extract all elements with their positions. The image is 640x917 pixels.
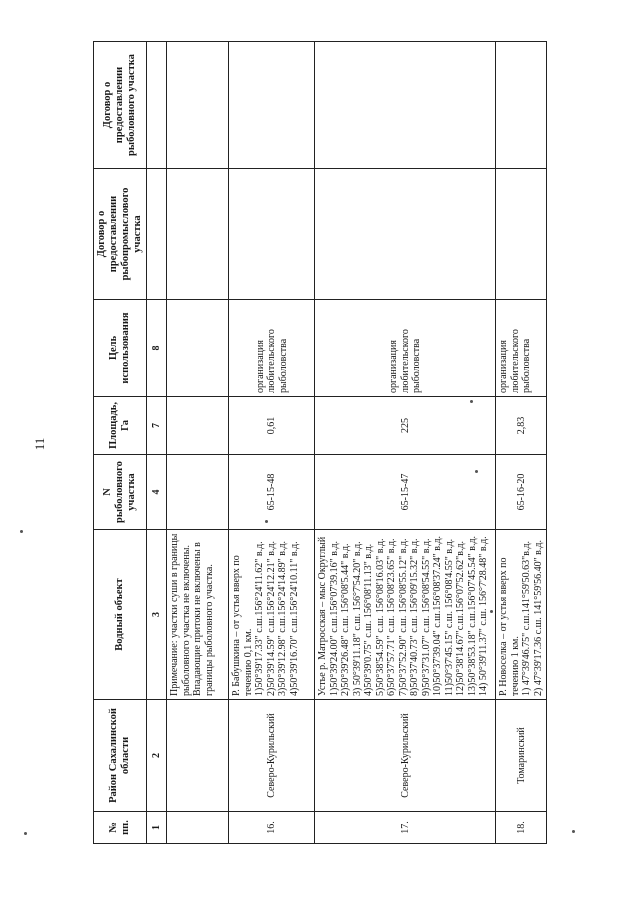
note-cell bbox=[167, 300, 229, 397]
col-index: 3 bbox=[147, 530, 167, 700]
district-cell: Томаринский bbox=[496, 700, 547, 812]
water-line: 12)50°38'14.67"с.ш.156°07'52.62"в.д. bbox=[455, 540, 467, 696]
purpose-cell: организация любительского рыболовства bbox=[229, 300, 315, 397]
water-line: 5)50°38'54.59" с.ш. 156°08'16.03" в.д. bbox=[374, 538, 386, 696]
header-water-object: Водный объект bbox=[94, 530, 147, 700]
water-line: 7)50°37'52.90" с.ш. 156°08'55.12" в.д. bbox=[397, 538, 409, 696]
purpose-cell: организация любительского рыболовства bbox=[315, 300, 496, 397]
contract-fishery-cell bbox=[496, 169, 547, 300]
contract-plot-cell bbox=[496, 42, 547, 169]
row-num: 18. bbox=[496, 812, 547, 844]
col-index: 2 bbox=[147, 700, 167, 812]
water-line: 4)50°39'0.75" с.ш. 156°08'11.13" в.д. bbox=[363, 543, 375, 696]
col-index: 4 bbox=[147, 455, 167, 530]
fishing-plots-table bbox=[93, 41, 547, 844]
contract-fishery-cell bbox=[229, 169, 315, 300]
water-object-cell bbox=[315, 530, 496, 700]
water-line: Р. Новоселка – от устья вверх по bbox=[498, 557, 510, 696]
note-cell bbox=[167, 397, 229, 455]
water-line: 13)50°38'53.18" с.ш.156°07'45.54" в.д. bbox=[466, 535, 478, 696]
water-line: 2)50°39'26.48" с.ш. 156°08'5.44" в.д. bbox=[340, 543, 352, 696]
water-line: Устье р. Матросская – мыс Округлый bbox=[317, 536, 329, 696]
water-line: 6)50°37'57.71" с.ш. 156°08'23.65" в.д. bbox=[386, 538, 398, 696]
header-purpose: Цель использования bbox=[94, 300, 147, 397]
col-index bbox=[147, 42, 167, 169]
table-row bbox=[496, 42, 547, 844]
page-number: 11 bbox=[32, 437, 47, 451]
header-row bbox=[94, 42, 147, 844]
area-cell: 2,83 bbox=[496, 397, 547, 455]
water-line: 9)50°37'31.07" с.ш. 156°08'54.55" в.д. bbox=[420, 538, 432, 696]
water-line: Р. Бабушкина – от устья вверх по bbox=[231, 555, 243, 696]
water-line: 3) 50°39'11.18" с.ш. 156°7'54.20" в.д. bbox=[351, 541, 363, 696]
water-line: 10)50°37'39.04" с.ш.156°08'37.24" в.д. bbox=[432, 535, 444, 696]
area-cell: 225 bbox=[315, 397, 496, 455]
water-line: 3)50°39'12.98" с.ш.156°24'14.89" в.д. bbox=[277, 540, 289, 696]
water-line: 2) 47°39'17.36 с.ш. 141°59'56.40" в.д. bbox=[532, 540, 544, 696]
plot-number-cell: 65-16-20 bbox=[496, 455, 547, 530]
note-text: Примечание: участки суши в границы рыболовного участка не включены. Впадающие притоки не включены в границы рыболовного участка. bbox=[167, 530, 229, 700]
row-num: 17. bbox=[315, 812, 496, 844]
area-cell: 0,61 bbox=[229, 397, 315, 455]
contract-fishery-cell bbox=[315, 169, 496, 300]
note-row bbox=[167, 42, 229, 844]
purpose-cell: организация любительского рыболовства bbox=[496, 300, 547, 397]
note-cell bbox=[167, 42, 229, 169]
water-line: 1) 47°39'46.75" с.ш.141°59'50.63"в.д. bbox=[521, 540, 533, 696]
rotated-table-container bbox=[93, 42, 544, 844]
note-cell bbox=[167, 455, 229, 530]
header-district: Район Сахалинской области bbox=[94, 700, 147, 812]
water-line: 8)50°37'40.73" с.ш. 156°09'15.32" в.д. bbox=[409, 538, 421, 696]
district-cell: Северо-Курильский bbox=[229, 700, 315, 812]
col-index: 8 bbox=[147, 300, 167, 397]
water-line: 2)50°39'14.59" с.ш.156°24'12.21" в.д. bbox=[265, 540, 277, 696]
row-num: 16. bbox=[229, 812, 315, 844]
water-line: 1)50°39'17.33" с.ш.156°24'11.62" в.д. bbox=[254, 541, 266, 696]
col-index: 7 bbox=[147, 397, 167, 455]
water-line: 1)50°39'24.00" с.ш.156°07'39.16" в.д. bbox=[328, 540, 340, 696]
water-line: 11)50°37'45.15" с.ш. 156°08'4.55" в.д. bbox=[443, 538, 455, 696]
note-cell bbox=[167, 169, 229, 300]
table-row bbox=[315, 42, 496, 844]
header-contract-plot: Договор о предоставлении рыболовного участка bbox=[94, 42, 147, 169]
water-object-cell bbox=[229, 530, 315, 700]
water-line: 14) 50°39'11.37" с.ш. 156°7'28.48" в.д. bbox=[478, 536, 490, 696]
header-area: Площадь, Га bbox=[94, 397, 147, 455]
note-cell bbox=[167, 700, 229, 812]
water-line: 4)50°39'16.70" с.ш.156°24'10.11" в.д. bbox=[288, 541, 300, 696]
water-line: течению 1 км. bbox=[509, 636, 521, 696]
col-index bbox=[147, 169, 167, 300]
contract-plot-cell bbox=[229, 42, 315, 169]
col-index: 1 bbox=[147, 812, 167, 844]
water-object-cell bbox=[496, 530, 547, 700]
contract-plot-cell bbox=[315, 42, 496, 169]
plot-number-cell: 65-15-47 bbox=[315, 455, 496, 530]
column-index-row bbox=[147, 42, 167, 844]
header-contract-fishery: Договор о предоставлении рыбопромыслового участка bbox=[94, 169, 147, 300]
table-row bbox=[229, 42, 315, 844]
plot-number-cell: 65-15-48 bbox=[229, 455, 315, 530]
water-line: течению 0,1 км. bbox=[242, 628, 254, 696]
note-cell bbox=[167, 812, 229, 844]
header-plot-number: N рыболовного участка bbox=[94, 455, 147, 530]
district-cell: Северо-Курильский bbox=[315, 700, 496, 812]
header-num: № пп. bbox=[94, 812, 147, 844]
